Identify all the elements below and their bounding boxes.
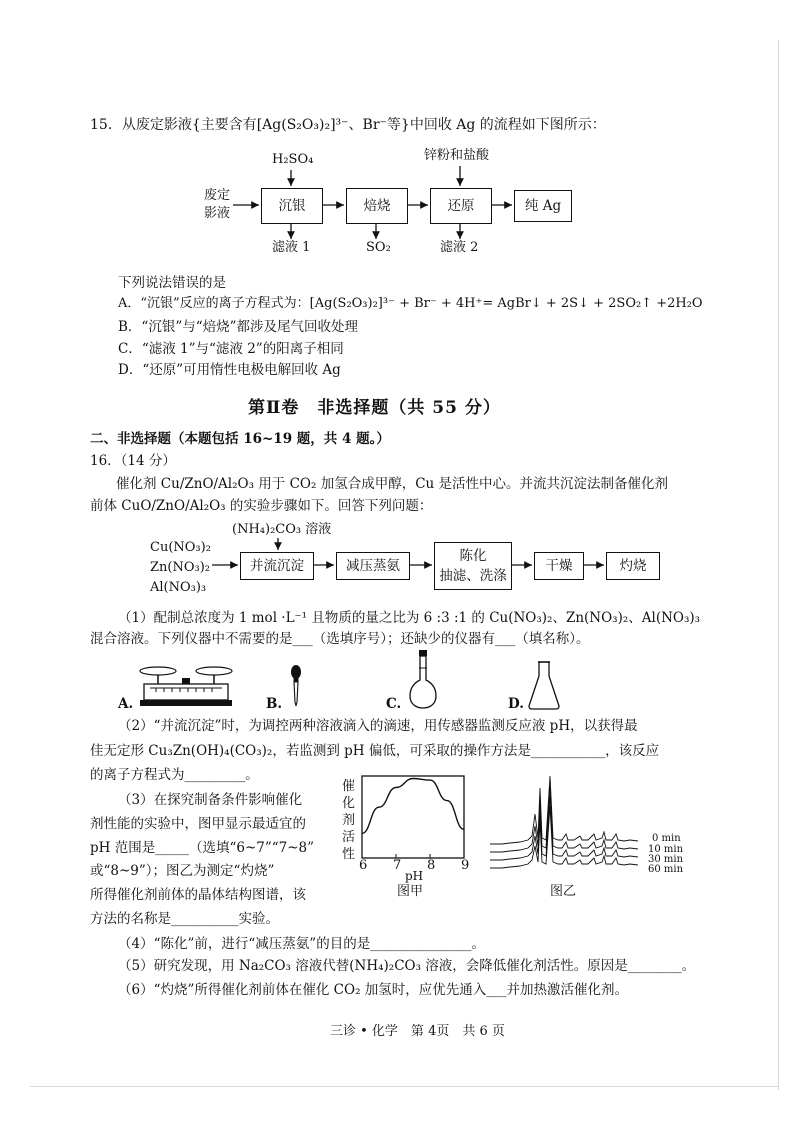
q15-box-beishao: 焙烧	[346, 188, 408, 224]
q16-part2-line1: （2）“并流沉淀”时，为调控两种溶液滴入的滴速，用传感器监测反应液 pH，以获得最	[118, 718, 638, 734]
q15-option-b: B．“沉银”与“焙烧”都涉及尾气回收处理	[118, 319, 359, 335]
q15-option-d: D．“还原”可用惰性电极电解回收 Ag	[118, 362, 341, 378]
q16-part4: （4）“陈化”前，进行“减压蒸氨”的目的是_______________。	[118, 936, 485, 952]
q16-part3-line4: 或“8~9”）；图乙为测定“灼烧”	[90, 863, 275, 879]
q16-box-chenhua-line1: 陈化	[459, 548, 487, 564]
fig-yi-caption: 图乙	[550, 884, 577, 899]
q16-input-cu: Cu(NO₃)₂	[150, 540, 211, 555]
q16-part3-line3: pH 范围是_____（选填“6~7”“7~8”	[90, 840, 315, 856]
q16-part5: （5）研究发现，用 Na₂CO₃ 溶液代替(NH₄)₂CO₃ 溶液，会降低催化剂活性。原因是________。	[118, 958, 696, 974]
q16-box-chenhua-line2: 抽滤、洗涤	[439, 568, 507, 584]
fig-yi-legend-2: 30 min	[648, 854, 684, 865]
fig-jia-tick-6: 6	[359, 858, 368, 873]
q16-part6: （6）“灼烧”所得催化剂前体在催化 CO₂ 加氢时，应优先通入___并加热激活催化剂。	[118, 982, 629, 998]
q16-header: 16．（14 分）	[90, 453, 176, 469]
q16-box-jianya: 减压蒸氨	[336, 552, 410, 580]
q15-out-so2: SO₂	[366, 240, 391, 255]
section2-title: 第Ⅱ卷 非选择题（共 55 分）	[248, 398, 501, 418]
page-frame-bottom	[30, 1086, 778, 1087]
q16-intro-2: 前体 CuO/ZnO/Al₂O₃ 的实验步骤如下。回答下列问题：	[90, 498, 433, 514]
q16-part1-line1: （1）配制总浓度为 1 mol ·L⁻¹ 且物质的量之比为 6 :3 :1 的 Cu(NO₃)₂、Zn(NO₃)₂、Al(NO₃)₃	[118, 610, 701, 626]
q15-box-huanyuan: 还原	[430, 188, 492, 224]
fig-yi-series-0	[490, 776, 638, 844]
q16-box-bingliu: 并流沉淀	[240, 552, 314, 580]
instrument-label-d: D.	[508, 696, 524, 712]
fig-yi-chart	[490, 774, 650, 884]
q16-input-al: Al(NO₃)₃	[150, 580, 207, 595]
instrument-label-a: A.	[118, 696, 134, 712]
q16-part3-line6: 方法的名称是__________实验。	[90, 911, 279, 927]
fig-jia-tick-9: 9	[461, 858, 470, 873]
q16-part2-line3: 的离子方程式为_________。	[90, 767, 259, 783]
fig-jia-xlabel: pH	[405, 869, 424, 883]
fig-jia-chart	[362, 776, 466, 880]
q15-reagent-zinc: 锌粉和盐酸	[424, 148, 490, 163]
fig-jia-ylabel: 催化剂活性	[342, 779, 356, 862]
fig-yi-legend-3: 60 min	[648, 864, 684, 875]
conical-flask-icon	[528, 660, 560, 710]
q16-input-zn: Zn(NO₃)₂	[150, 560, 211, 575]
fig-jia-axes-frame	[362, 776, 464, 858]
q15-stem: 15．从废定影液{主要含有[Ag(S₂O₃)₂]³⁻、Br⁻等}中回收 Ag 的流程如下图所示：	[90, 117, 606, 133]
fig-jia-tick-7: 7	[393, 858, 402, 873]
instrument-label-b: B.	[266, 696, 283, 712]
q15-prompt: 下列说法错误的是	[118, 275, 226, 291]
q16-part3-line1: （3）在探究制备条件影响催化	[118, 792, 303, 808]
q15-input-1: 废定	[204, 188, 231, 203]
q16-box-ganzao: 干燥	[534, 552, 584, 580]
q16-part1-line2: 混合溶液。下列仪器中不需要的是___（选填序号）；还缺少的仪器有___（填名称）。	[90, 631, 590, 647]
instrument-label-c: C.	[386, 696, 402, 712]
dropper-icon	[288, 664, 304, 708]
q16-part3-line5: 所得催化剂前体的晶体结构图谱，该	[90, 887, 306, 903]
section2-subtitle: 二、非选择题（本题包括 16~19 题，共 4 题。）	[90, 431, 390, 447]
q16-box-zhuoshao: 灼烧	[606, 552, 660, 580]
fig-yi-legend-0: 0 min	[652, 833, 681, 844]
q16-reagent-nh4co3: (NH₄)₂CO₃ 溶液	[232, 522, 332, 537]
q15-option-c: C．“滤液 1”与“滤液 2”的阳离子相同	[118, 341, 344, 357]
fig-jia-tick-8: 8	[427, 858, 436, 873]
q16-part3-line2: 剂性能的实验中，图甲显示最适宜的	[90, 816, 306, 832]
q16-intro-1: 催化剂 Cu/ZnO/Al₂O₃ 用于 CO₂ 加氢合成甲醇，Cu 是活性中心。并流共沉淀法制备催化剂	[116, 476, 669, 492]
balance-scale-icon	[136, 664, 236, 708]
fig-jia-caption: 图甲	[397, 884, 424, 899]
q16-part2-line2: 佳无定形 Cu₃Zn(OH)₄(CO₃)₂，若监测到 pH 偏低，可采取的操作方法是___________，该反应	[90, 743, 660, 759]
q15-option-a: A．“沉银”反应的离子方程式为：[Ag(S₂O₃)₂]³⁻ + Br⁻ + 4H⁺= AgBr↓ + 2S↓ + 2SO₂↑ +2H₂O	[118, 296, 703, 311]
q15-box-chenyin: 沉银	[261, 188, 323, 224]
q15-out-filtrate2: 滤液 2	[440, 240, 479, 255]
fig-yi-legend-1: 10 min	[648, 844, 684, 855]
page-footer: 三诊 • 化学 第 4页 共 6 页	[330, 1024, 505, 1039]
fig-yi-series-1	[490, 786, 638, 852]
q15-box-pure-ag: 纯 Ag	[514, 190, 572, 222]
q15-reagent-h2so4: H₂SO₄	[272, 152, 314, 167]
q15-out-filtrate1: 滤液 1	[272, 240, 311, 255]
volumetric-flask-icon	[408, 650, 438, 710]
q15-input-2: 影液	[204, 206, 231, 221]
